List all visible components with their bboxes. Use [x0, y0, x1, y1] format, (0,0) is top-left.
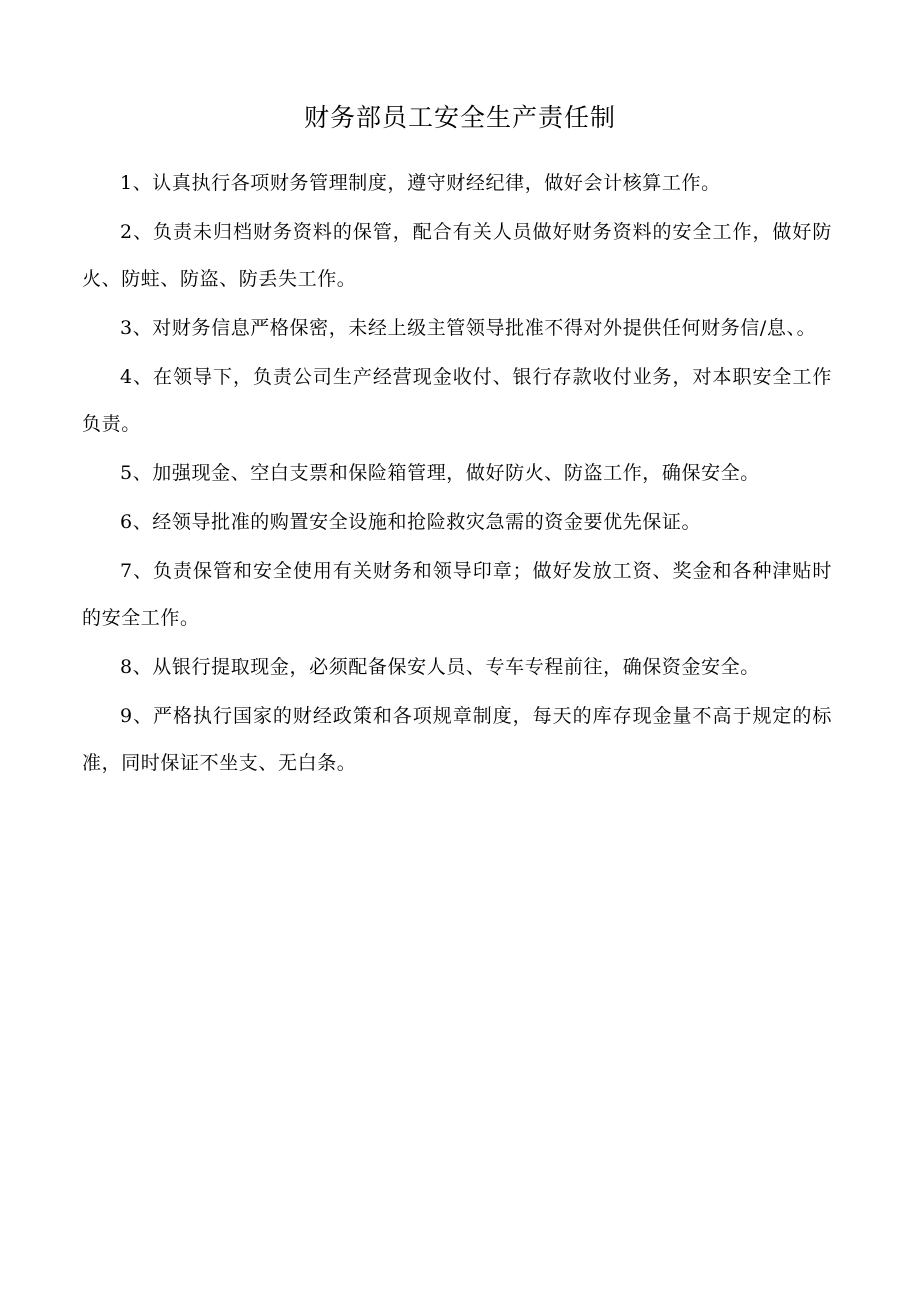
paragraph-2: 2、负责未归档财务资料的保管，配合有关人员做好财务资料的安全工作，做好防火、防蛀、防盗、防丢失工作。: [82, 221, 832, 290]
paragraph-3: 3、对财务信息严格保密，未经上级主管领导批准不得对外提供任何财务信/息、。: [120, 317, 817, 339]
paragraph-5: 5、加强现金、空白支票和保险箱管理，做好防火、防盗工作，确保安全。: [120, 462, 760, 484]
paragraph-7: 7、负责保管和安全使用有关财务和领导印章；做好发放工资、奖金和各种津贴时的安全工作。: [82, 560, 832, 629]
paragraph-9: 9、严格执行国家的财经政策和各项规章制度，每天的库存现金量不高于规定的标准，同时保证不坐支、无白条。: [82, 705, 832, 774]
paragraph-8: 8、从银行提取现金，必须配备保安人员、专车专程前往，确保资金安全。: [120, 656, 760, 678]
document-title: 财务部员工安全生产责任制: [303, 103, 616, 132]
paragraph-1: 1、认真执行各项财务管理制度，遵守财经纪律，做好会计核算工作。: [120, 172, 721, 194]
paragraph-4: 4、在领导下，负责公司生产经营现金收付、银行存款收付业务，对本职安全工作负责。: [82, 366, 832, 435]
paragraph-6: 6、经领导批准的购置安全设施和抢险救灾急需的资金要优先保证。: [120, 511, 702, 533]
document-body: [82, 160, 832, 789]
